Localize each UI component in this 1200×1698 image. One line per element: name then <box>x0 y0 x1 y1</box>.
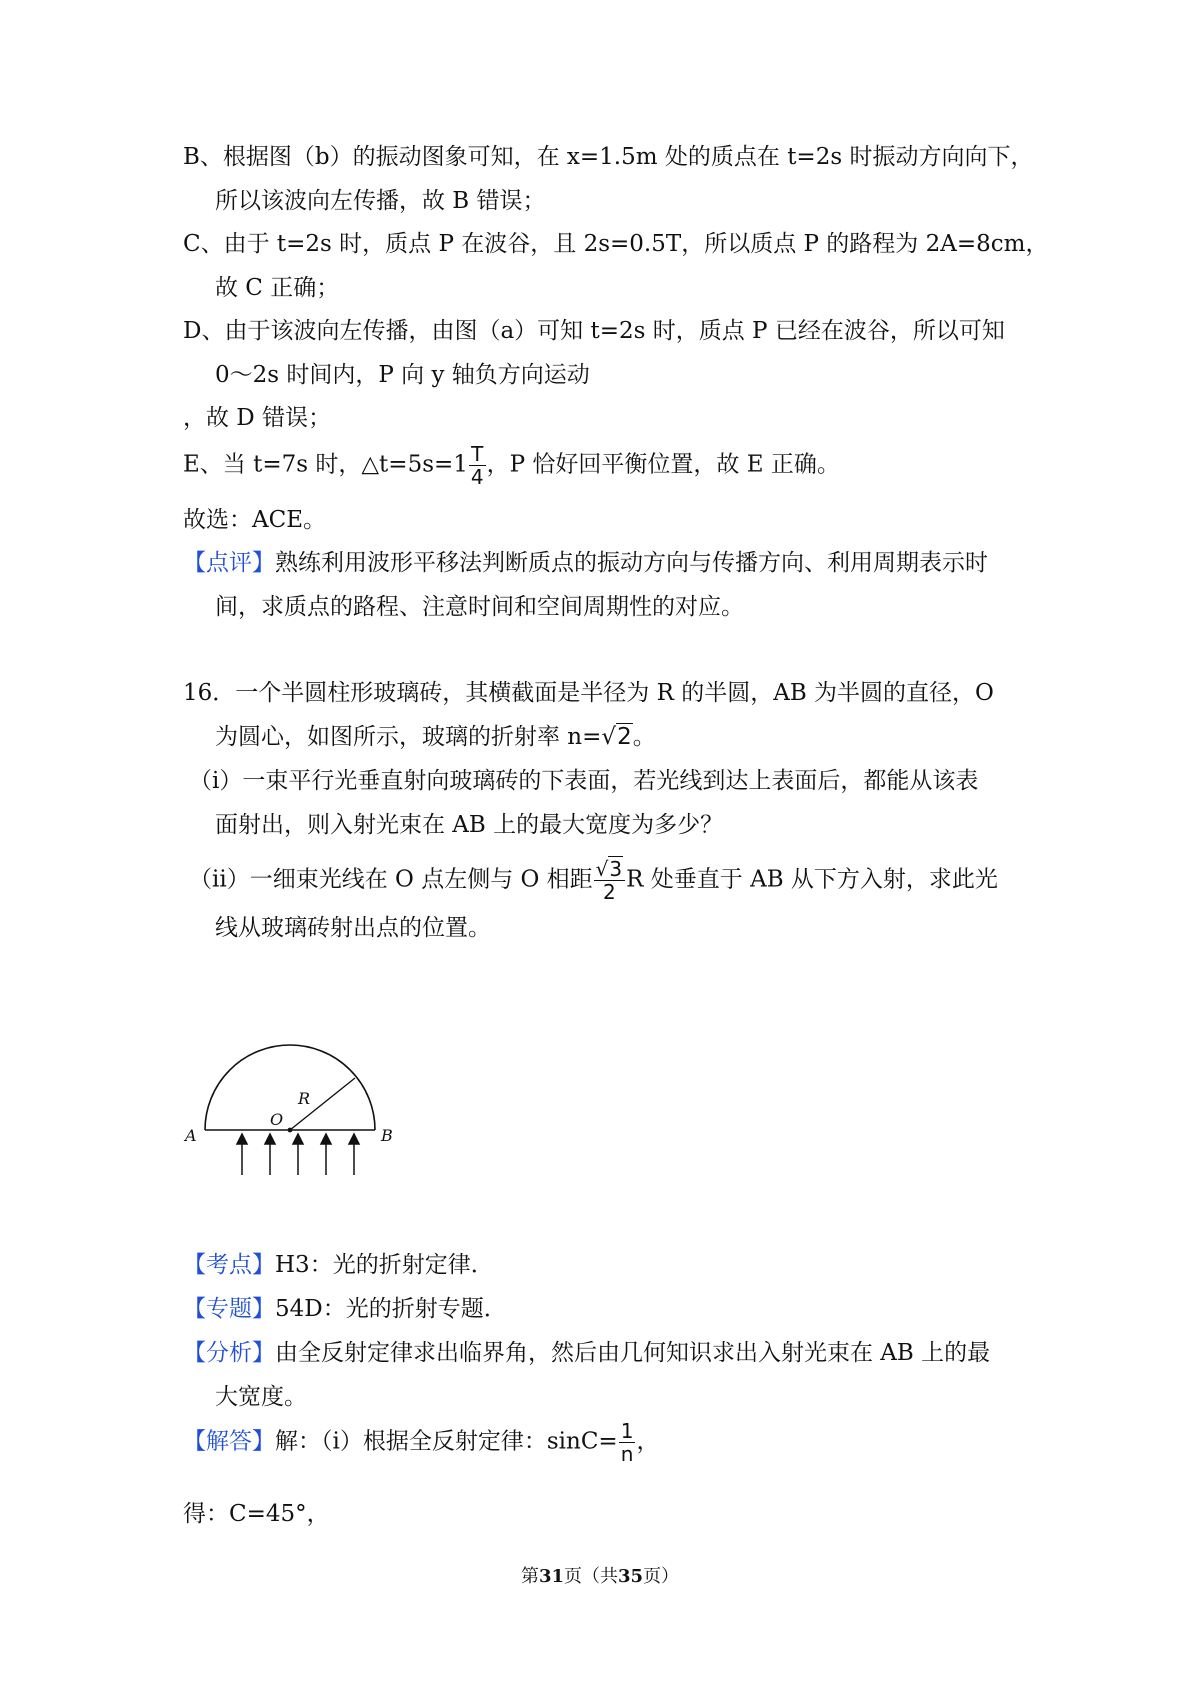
zhuanti-tag: 【专题】 <box>183 1296 275 1322</box>
sqrt-expression: √2 <box>601 724 632 750</box>
comment-line1 <box>183 548 988 578</box>
question-ii-line1 <box>189 858 998 903</box>
option-b-line1: B、根据图（b）的振动图象可知，在 x=1.5m 处的质点在 t=2s 时振动方向向下， <box>183 144 1034 170</box>
footer-mid: 页（共 <box>564 1566 618 1587</box>
option-e-post: ，P 恰好回平衡位置，故 E 正确。 <box>486 451 840 478</box>
option-d-line3: ，故 D 错误； <box>183 405 332 431</box>
sin-fraction <box>619 1420 636 1465</box>
option-c-line2: 故 C 正确； <box>215 275 340 301</box>
page-footer <box>0 1562 1200 1588</box>
fraction-denominator: 2 <box>603 880 616 904</box>
option-d-line2: 0～2s 时间内，P 向 y 轴负方向运动 <box>215 362 590 388</box>
option-d-line1: D、由于该波向左传播，由图（a）可知 t=2s 时，质点 P 已经在波谷，所以可知 <box>183 318 1005 344</box>
label-o: O <box>270 1110 284 1129</box>
light-ray-arrow <box>349 1134 359 1175</box>
jieda-pre: 解：（i）根据全反射定律：sinC= <box>275 1428 618 1455</box>
fenxi-line2: 大宽度。 <box>215 1384 307 1410</box>
kaodian-line <box>183 1250 494 1280</box>
distance-fraction <box>594 858 625 903</box>
question-i-line2: 面射出，则入射光束在 AB 上的最大宽度为多少？ <box>215 812 724 838</box>
fenxi-tag: 【分析】 <box>183 1340 275 1366</box>
footer-pre: 第 <box>520 1566 539 1587</box>
light-ray-arrow <box>293 1134 303 1175</box>
jieda-line <box>183 1420 659 1465</box>
question-16-line2 <box>215 722 656 752</box>
question-ii-post: R 处垂直于 AB 从下方入射，求此光 <box>626 866 998 893</box>
question-16-post: 。 <box>632 724 656 750</box>
option-e-line <box>183 443 840 488</box>
period-fraction <box>469 443 486 488</box>
question-ii-line2: 线从玻璃砖射出点的位置。 <box>215 915 491 941</box>
question-16-pre: 为圆心，如图所示，玻璃的折射率 n= <box>215 724 602 750</box>
fraction-numerator: T <box>469 443 486 466</box>
question-ii-pre: （ii）一细束光线在 O 点左侧与 O 相距 <box>189 866 593 893</box>
sqrt-radicand: 3 <box>609 857 623 881</box>
comment-text1: 熟练利用波形平移法判断质点的振动方向与传播方向、利用周期表示时 <box>275 550 988 576</box>
option-b-line2: 所以该波向左传播，故 B 错误； <box>215 188 546 214</box>
answer-choice: 故选：ACE。 <box>183 507 326 533</box>
question-16-line1: 16．一个半圆柱形玻璃砖，其横截面是半径为 R 的半圆，AB 为半圆的直径，O <box>183 680 994 706</box>
fraction-denominator: 4 <box>470 465 484 489</box>
center-point-o <box>288 1128 293 1133</box>
zhuanti-text: 54D：光的折射专题． <box>275 1296 507 1322</box>
fenxi-text1: 由全反射定律求出临界角，然后由几何知识求出入射光束在 AB 上的最 <box>275 1340 991 1366</box>
light-ray-arrow <box>265 1134 275 1175</box>
light-ray-arrow <box>321 1134 331 1175</box>
question-i-line1: （i）一束平行光垂直射向玻璃砖的下表面，若光线到达上表面后，都能从该表 <box>189 768 979 794</box>
fraction-numerator: √3 <box>594 858 625 881</box>
comment-tag: 【点评】 <box>183 550 275 576</box>
fenxi-line1 <box>183 1338 990 1368</box>
label-r: R <box>298 1089 311 1108</box>
semicircle-arc <box>205 1045 375 1130</box>
footer-page-number: 31 <box>538 1566 564 1587</box>
comment-line2: 间，求质点的路程、注意时间和空间周期性的对应。 <box>215 594 744 620</box>
kaodian-tag: 【考点】 <box>183 1252 275 1278</box>
light-ray-arrow <box>237 1134 247 1175</box>
semicircle-diagram <box>175 1040 405 1180</box>
footer-total-pages: 35 <box>618 1566 644 1587</box>
jieda-tag: 【解答】 <box>183 1428 275 1455</box>
jieda-post: ， <box>636 1428 660 1455</box>
fraction-denominator: n <box>620 1442 634 1466</box>
kaodian-text: H3：光的折射定律． <box>275 1252 494 1278</box>
option-c-line1: C、由于 t=2s 时，质点 P 在波谷，且 2s=0.5T，所以质点 P 的路程为 2A=8cm， <box>183 231 1049 257</box>
label-a: A <box>185 1126 197 1145</box>
fraction-numerator: 1 <box>620 1419 634 1443</box>
option-e-pre: E、当 t=7s 时，△t=5s=1 <box>183 451 468 478</box>
footer-post: 页） <box>643 1566 680 1587</box>
zhuanti-line <box>183 1294 507 1324</box>
result-line: 得：C=45°， <box>183 1501 330 1527</box>
sqrt-radicand: 2 <box>617 724 632 750</box>
label-b: B <box>381 1126 393 1145</box>
